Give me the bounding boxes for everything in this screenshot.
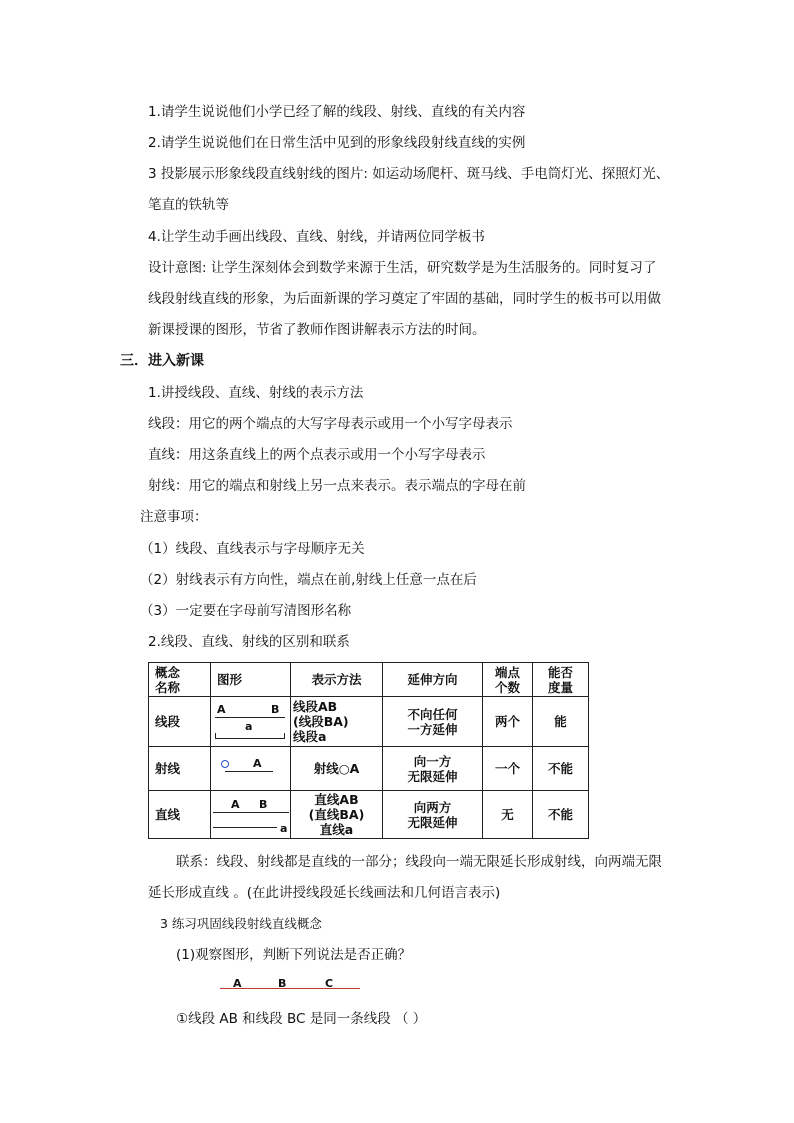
design-intent-line-2: 线段射线直线的形象，为后面新课的学习奠定了牢固的基础，同时学生的板书可以用做 [148, 291, 661, 307]
point-c-label: C [325, 977, 334, 990]
row-method: 直线AB (直线BA) 直线a [291, 791, 383, 839]
exercise-line [220, 988, 360, 989]
table-row-segment [149, 697, 589, 747]
row-direction: 向两方 无限延伸 [383, 791, 483, 839]
row-method: 线段AB (线段BA) 线段a [291, 697, 383, 747]
header-measure: 能否 度量 [533, 663, 589, 697]
line-figure [211, 791, 291, 839]
header-figure: 图形 [211, 663, 291, 697]
ray-line [225, 771, 273, 772]
table-row-ray [149, 747, 589, 791]
row-name: 直线 [149, 791, 211, 839]
text-line-2: 2.请学生说说他们在日常生活中见到的形象线段射线直线的实例 [148, 135, 526, 151]
text-line-5: 4.让学生动手画出线段、直线、射线，并请两位同学板书 [148, 229, 485, 245]
fig-label-small-a: a [280, 821, 288, 835]
row-name: 射线 [149, 747, 211, 791]
line-definition: 直线：用这条直线上的两个点表示或用一个小写字母表示 [148, 447, 486, 463]
row-measure: 不能 [533, 791, 589, 839]
row-direction: 不向任何 一方延伸 [383, 697, 483, 747]
exercise-item-1: ①线段 AB 和线段 BC 是同一条线段 （ ） [176, 1011, 427, 1027]
fig-label-a: A [217, 702, 226, 716]
note-3: （3）一定要在字母前写清图形名称 [140, 603, 352, 619]
fig-label-b: B [271, 702, 280, 716]
bracket-line [215, 738, 285, 739]
row-measure: 能 [533, 697, 589, 747]
connection-line-1: 联系：线段、射线都是直线的一部分；线段向一端无限延长形成射线，向两端无限 [176, 854, 662, 870]
text-line-3: 3 投影展示形象线段直线射线的图片: 如运动场爬杆、斑马线、手电筒灯光、探照灯光、 [148, 166, 670, 182]
bracket-right [284, 733, 285, 738]
fig-label-a: A [253, 756, 262, 770]
text-line-9: 1.讲授线段、直线、射线的表示方法 [148, 385, 364, 401]
fig-label-small-a: a [245, 719, 253, 733]
note-1: （1）线段、直线表示与字母顺序无关 [140, 541, 365, 557]
design-intent-line-1: 设计意图: 让学生深刻体会到数学来源于生活，研究数学是为生活服务的。同时复习了 [148, 260, 657, 276]
text-line-1: 1.请学生说说他们小学已经了解的线段、射线、直线的有关内容 [148, 104, 526, 120]
row-count: 两个 [483, 697, 533, 747]
ray-definition: 射线：用它的端点和射线上另一点来表示。表示端点的字母在前 [148, 478, 526, 494]
row-count: 一个 [483, 747, 533, 791]
ray-figure [211, 747, 291, 791]
line-line-2 [213, 827, 277, 828]
ray-endpoint-dot [221, 760, 229, 768]
note-2: （2）射线表示有方向性，端点在前,射线上任意一点在后 [140, 572, 477, 588]
comparison-table [148, 662, 589, 839]
text-line-4: 笔直的铁轨等 [148, 197, 229, 213]
text-line-20: 3 练习巩固线段射线直线概念 [160, 916, 322, 931]
row-count: 无 [483, 791, 533, 839]
header-direction: 延伸方向 [383, 663, 483, 697]
fig-label-b: B [259, 797, 268, 811]
row-name: 线段 [149, 697, 211, 747]
line-line-1 [213, 812, 289, 813]
connection-line-2: 延长形成直线 。(在此讲授线段延长线画法和几何语言表示) [148, 885, 501, 901]
text-line-17: 2.线段、直线、射线的区别和联系 [148, 634, 350, 650]
segment-line [215, 717, 285, 718]
design-intent-line-3: 新课授课的图形，节省了教师作图讲解表示方法的时间。 [148, 322, 486, 338]
section-heading: 三．进入新课 [120, 353, 204, 369]
row-measure: 不能 [533, 747, 589, 791]
point-a-label: A [233, 977, 242, 990]
table-row-line [149, 791, 589, 839]
exercise-question: (1)观察图形，判断下列说法是否正确？ [176, 947, 412, 963]
segment-definition: 线段：用它的两个端点的大写字母表示或用一个小写字母表示 [148, 416, 513, 432]
fig-label-a: A [231, 797, 240, 811]
header-concept: 概念 名称 [149, 663, 211, 697]
row-method: 射线○A [291, 747, 383, 791]
header-endpoints: 端点 个数 [483, 663, 533, 697]
row-direction: 向一方 无限延伸 [383, 747, 483, 791]
header-method: 表示方法 [291, 663, 383, 697]
point-b-label: B [278, 977, 287, 990]
table-header-row [149, 663, 589, 697]
notes-heading: 注意事项： [140, 509, 208, 525]
segment-figure [211, 697, 291, 747]
